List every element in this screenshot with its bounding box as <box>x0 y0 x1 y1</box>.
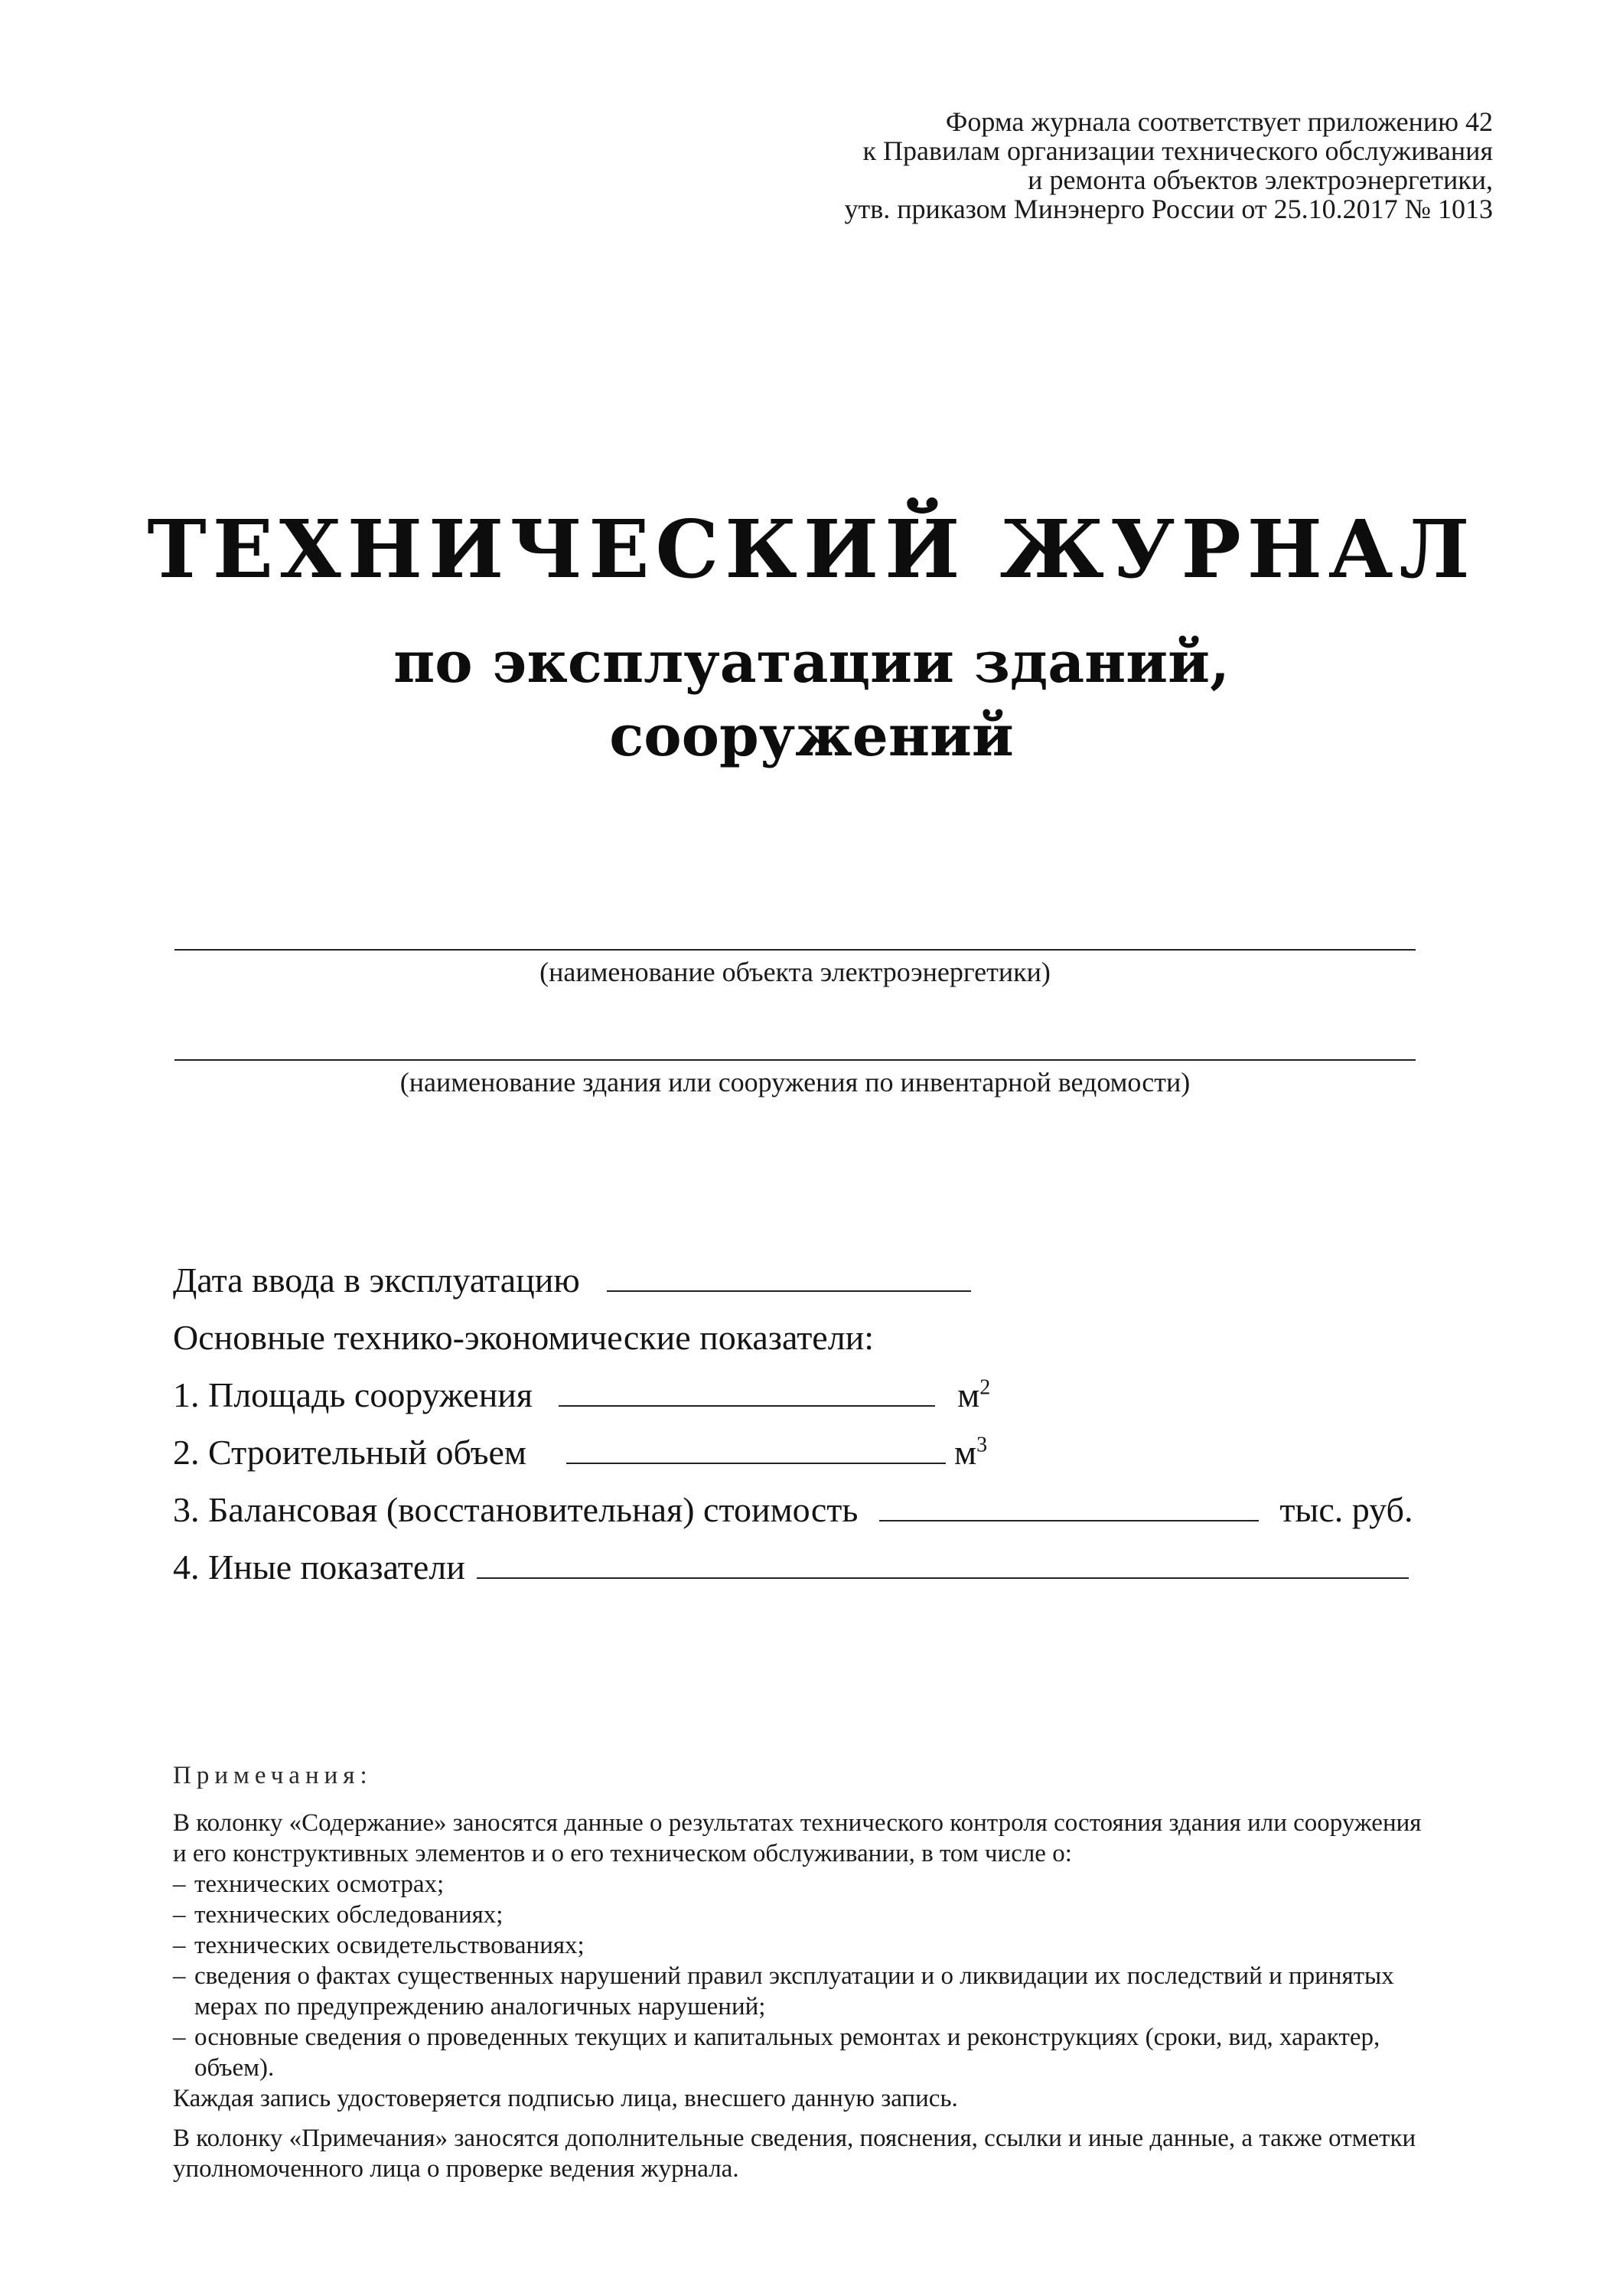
other-indicators-row <box>173 1546 1428 1589</box>
other-indicators-blank[interactable] <box>477 1547 1409 1579</box>
commissioning-date-label: Дата ввода в эксплуатацию <box>173 1261 580 1300</box>
object-name-caption: (наименование объекта электроэнергетики) <box>539 957 1051 987</box>
regulation-line-2: к Правилам организации технического обслуживания <box>862 135 1493 166</box>
other-indicators-label: 4. Иные показатели <box>173 1548 465 1587</box>
notes-signature-note: Каждая запись удостоверяется подписью лица, внесшего данную запись. <box>173 2085 958 2112</box>
regulation-line-4: утв. приказом Минэнерго России от 25.10.2017 № 1013 <box>844 194 1493 224</box>
cost-blank[interactable] <box>879 1489 1259 1521</box>
cost-label: 3. Балансовая (восстановительная) стоимость <box>173 1490 859 1529</box>
document-subtitle <box>0 626 1623 773</box>
notes-list-item: – технических осмотрах; <box>173 1869 1428 1900</box>
main-indicators-heading: Основные технико-экономические показатели: <box>173 1318 875 1357</box>
volume-blank[interactable] <box>566 1432 946 1464</box>
technical-indicators <box>173 1259 1428 1603</box>
regulation-line-1: Форма журнала соответствует приложению 42 <box>945 106 1493 137</box>
notes-section <box>173 1760 1428 2184</box>
commissioning-date-row <box>173 1259 1428 1302</box>
area-label: 1. Площадь сооружения <box>173 1375 533 1414</box>
volume-label: 2. Строительный объем <box>173 1433 527 1472</box>
object-name-line[interactable] <box>174 949 1416 951</box>
notes-list-item: – технических освидетельствованиях; <box>173 1930 1428 1961</box>
volume-row <box>173 1431 1428 1474</box>
area-unit: $м^2$ <box>957 1375 991 1414</box>
building-name-caption: (наименование здания или сооружения по инвентарной ведомости) <box>399 1067 1191 1097</box>
cost-row <box>173 1489 1428 1531</box>
subtitle-line-1: по эксплуатации зданий, <box>393 630 1230 696</box>
notes-heading: Примечания: <box>173 1762 373 1789</box>
regulation-line-3: и ремонта объектов электроэнергетики, <box>1028 165 1493 195</box>
volume-unit-power: 3 <box>976 1433 988 1457</box>
notes-remarks-note: В колонку «Примечания» заносятся дополнительные сведения, пояснения, ссылки и иные данные, а также отметки уполномоченного лица о проверке ведения журнала. <box>173 2125 1416 2183</box>
cost-unit: тыс. руб. <box>1279 1490 1413 1529</box>
notes-list-item: – основные сведения о проведенных текущих и капитальных ремонтах и реконструкциях (сроки, вид, характер, объем). <box>173 2022 1428 2083</box>
document-title: ТЕХНИЧЕСКИЙ ЖУРНАЛ <box>147 502 1476 596</box>
subtitle-line-2: сооружений <box>609 703 1014 769</box>
main-indicators-heading-row <box>173 1316 1428 1359</box>
area-blank[interactable] <box>559 1375 935 1407</box>
notes-list-item: – технических обследованиях; <box>173 1900 1428 1930</box>
notes-list-item: – сведения о фактах существенных нарушений правил эксплуатации и о ликвидации их последствий и принятых мерах по предупреждению аналогичных нарушений; <box>173 1961 1428 2022</box>
area-unit-power: 2 <box>979 1375 991 1400</box>
area-row <box>173 1374 1428 1417</box>
notes-list <box>173 1869 1428 2083</box>
commissioning-date-blank[interactable] <box>607 1260 971 1292</box>
volume-unit: $м^3$ <box>954 1433 988 1472</box>
notes-content-intro: В колонку «Содержание» заносятся данные о результатах технического контроля состояния здания или сооружения и его конструктивных элементов и о его техническом обслуживании, в том числе о: <box>173 1809 1422 1867</box>
regulation-reference <box>651 107 1493 223</box>
building-name-line[interactable] <box>174 1059 1416 1061</box>
